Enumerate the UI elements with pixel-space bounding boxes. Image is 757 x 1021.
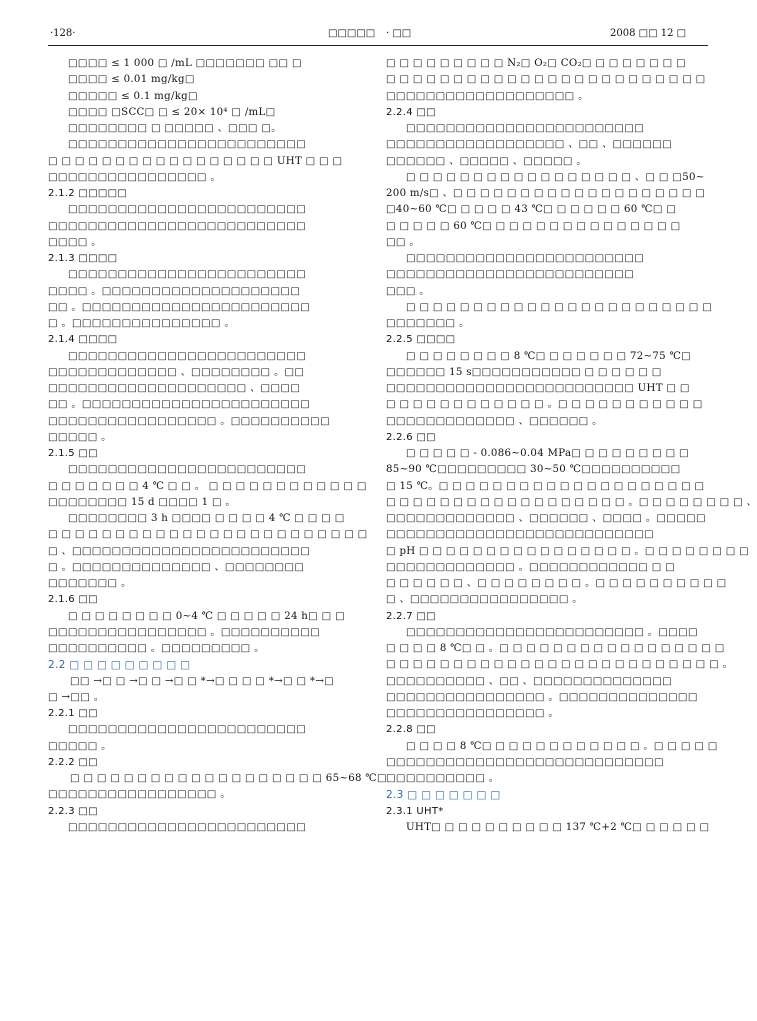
text-line: □□□□□□□ 。	[386, 318, 470, 329]
text-line: □ □ □ □ □ 60 ℃□ □ □ □ □ □ □ □ □ □ □ □ □ □ □	[386, 220, 681, 232]
text-line: □□□□□ ≤ 0.1 mg/kg□	[68, 90, 198, 102]
text-line: 200 m/s□ 、□ □ □ □ □ □ □ □ □ □ □ □ □ □ □ □ □ □ □	[386, 188, 706, 199]
text-line: □□□□□□□□□□□□□□□□□□□□□□□□	[406, 253, 645, 264]
text-line: □□□□□□□□□□□□□□□□□ 。□□□□□□□□□□	[48, 415, 331, 427]
text-line: □□□□□□□□ 3 h □□□□ □ □ □ □ 4 ℃ □ □ □ □	[68, 513, 345, 524]
section-heading: 2.1.4 □□□□	[48, 334, 118, 346]
text-line: □□□□ ≤ 0.01 mg/kg□	[68, 74, 195, 86]
text-line: □□□□□□□□ 15 d □□□□ 1 □ 。	[48, 496, 236, 508]
section-heading: 2.3.1 UHT*	[386, 805, 444, 817]
text-line: □ →□□ 。	[48, 691, 105, 703]
text-line: □ 、□□□□□□□□□□□□□□□□ 。	[386, 594, 583, 606]
text-line: □□□□□□□□□□□□□□□□□□□□□□□□	[68, 204, 307, 216]
text-line: 85~90 ℃□□□□□□□□□ 30~50 ℃□□□□□□□□□□	[386, 464, 681, 476]
section-label: · □□	[386, 28, 412, 39]
text-line: □□□□□□□□□□□□□□□□ 。	[386, 708, 559, 719]
text-line: □□□□ 。	[48, 236, 102, 248]
section-heading: 2.2.1 □□	[48, 708, 98, 719]
text-line: □□□□□□□□□□□□□□□□□□□□□□□□	[68, 821, 307, 833]
page-header	[0, 28, 741, 44]
text-line: □40~60 ℃□ □ □ □ □ 43 ℃□ □ □ □ □ □ 60 ℃□ □	[386, 204, 677, 216]
text-line: □□□□ □SCC□ □ ≤ 20× 10⁴ □ /mL□	[68, 106, 276, 118]
section-heading: 2.2.3 □□	[48, 805, 98, 817]
text-line: □ □ □ □ 8 ℃□ □ 。□ □ □ □ □ □ □ □ □ □ □ □ □ □ □ □ □	[386, 643, 725, 654]
text-line: □□□□□□□□□□□□□□□□□□□□□□□□	[68, 139, 307, 151]
text-line: □□□□□□ 、□□□□□ 、□□□□□ 。	[386, 155, 587, 167]
text-line: □ pH □ □ □ □ □ □ □ □ □ □ □ □ □ □ □ □ 。□ □ □ □ □ □ □ □	[386, 545, 750, 557]
text-line: □□□□□□□□□□□□□ 、□□□□□□ 、□□□□ 。□□□□□	[386, 513, 706, 524]
text-line: □□□□□□□□□□□□□□□□ 。	[48, 171, 221, 183]
text-line: □ □ □ □ □ □ □ □ □ □ □ □ □ □ □ □ □ UHT □ □ □	[48, 155, 343, 167]
text-line: □ □ □ □ □ □ 、□ □ □ □ □ □ □ □ 。□ □ □ □ □ □ □ □ □ □	[386, 578, 727, 589]
text-line: □ 15 ℃。□ □ □ □ □ □ □ □ □ □ □ □ □ □ □ □ □ □ □ □	[386, 480, 705, 492]
text-line: □□ 。□□□□□□□□□□□□□□□□□□□□□□□	[48, 301, 311, 313]
text-line: □□ →□ □ →□ □ →□ □ *→□ □ □ □ *→□ □ *→□	[70, 675, 335, 687]
section-heading: 2.2.8 □□	[386, 724, 436, 736]
text-line: □ □ □ □ □ □ □ □ 8 ℃□ □ □ □ □ □ □ 72~75 ℃□	[406, 350, 692, 362]
text-line: □□□□□□□□□□□□□ 、□□□□□□ 。	[386, 415, 603, 427]
left-column	[48, 56, 387, 836]
text-line: □□□□□□□□□□□□□□□□□□□□□□□□	[68, 724, 307, 736]
section-heading: 2.1.3 □□□□	[48, 253, 118, 264]
text-line: □□ 。	[386, 236, 420, 248]
text-line: □ □ □ □ □ - 0.086~0.04 MPa□ □ □ □ □ □ □ □ □	[406, 448, 689, 459]
section-heading: 2.2.2 □□	[48, 756, 98, 768]
text-line: □□ 。□□□□□□□□□□□□□□□□□□□□□□□	[48, 399, 311, 411]
section-heading: 2.2.7 □□	[386, 610, 436, 622]
section-heading: 2.3 □ □ □ □ □ □ □	[386, 789, 501, 802]
text-line: □□□□□□□□□□□□□□□□□□□□□□□□	[68, 350, 307, 362]
text-line: □□□□□□ 15 s□□□□□□□□□□□ □ □ □ □ □ □	[386, 366, 662, 378]
text-line: □□□□□□□□□□ 、□□ 、□□□□□□□□□□□□□□	[386, 675, 673, 687]
text-line: □□□□□□□□□□□□□□□□□□□□□□□□□	[386, 269, 635, 281]
text-line: □□□□□□□□□□□□□□□□□□□□ 、□□□□	[48, 383, 301, 394]
text-line: □□□□□□□□□□□□□□□□□□□□□□□□□□□□	[386, 756, 664, 768]
text-line: □ □ □ □ □ □ □ □ □ □ □ □ □ □ □ □ □ □ □ □ □ □ □ □	[386, 74, 706, 86]
text-line: □□□□□□□□□□□□□ 。□□□□□□□□□□□□ □ □	[386, 561, 676, 573]
text-line: □□□□□□□□□□□□□□□□□□□□□□□□	[68, 464, 307, 476]
text-line: □□□□□□□□□□ 。□□□□□□□□□ 。	[48, 643, 265, 654]
text-line: □ 。□□□□□□□□□□□□□□ 、□□□□□□□□	[48, 561, 305, 573]
text-line: □□□□□□□□□□ 。	[386, 773, 500, 784]
text-line: □ □ □ □ □ □ □ □ □ N₂□ O₂□ CO₂□ □ □ □ □ □ □ □	[386, 58, 687, 69]
issue-date: 2008 □□ 12 □	[610, 28, 687, 39]
text-line: □ □ □ □ □ □ □ □ □ □ □ □ □ □ □ □ □ □ 。□ □ □ □ □ □ □ □ 、	[386, 496, 757, 508]
text-line: □ □ □ □ □ □ □ 4 ℃ □ □ 。 □ □ □ □ □ □ □ □ □ □ □ □	[48, 480, 367, 492]
journal-name: □□□□□	[328, 28, 376, 39]
text-line: □□□□□□□ 。	[48, 578, 132, 589]
text-line: □□□□□□□□□□□□□□□□□□□□□□□□□ UHT □ □	[386, 383, 690, 394]
text-line: □□□□□ 。	[48, 740, 112, 752]
page-number: ·128·	[50, 28, 76, 39]
header-rule	[48, 45, 708, 46]
text-line: □□□□ ≤ 1 000 □ /mL □□□□□□□ □□ □	[68, 58, 302, 69]
section-heading: 2.2 □ □ □ □ □ □ □ □ □	[48, 659, 191, 672]
text-line: □□□□□□□□□□□□□□□□ 。□□□□□□□□□□□□□□	[386, 691, 698, 703]
text-line: □□□ 。	[386, 285, 430, 297]
text-line: □□□□□□□□□□□□□ 、□□□□□□□□ 。□□	[48, 366, 305, 378]
section-heading: 2.1.2 □□□□□	[48, 188, 128, 199]
text-line: □ □ □ □ 8 ℃□ □ □ □ □ □ □ □ □ □ □ □ 。□ □ □ □ □	[406, 740, 718, 752]
text-line: □□□□□□□□□□□□□□□□□□ 、□□ 、□□□□□□	[386, 139, 673, 151]
text-line: □□□□□□□□□□□□□□□□□□□□□□□□	[68, 269, 307, 281]
text-line: □□□□□□□□□□□□□□□□□□□□□□□□	[406, 123, 645, 134]
text-line: □ □ □ □ □ □ □ □ □ □ □ □ □ □ □ □ □ 、□ □ □50~	[406, 171, 705, 183]
text-line: □ 、□□□□□□□□□□□□□□□□□□□□□□□□	[48, 545, 311, 557]
text-line: □□□□□□□□ □ □□□□□ 、□□□ □。	[68, 123, 282, 134]
text-line: UHT□ □ □ □ □ □ □ □ □ □ 137 ℃+2 ℃□ □ □ □ □ □	[406, 821, 710, 833]
right-column	[386, 56, 757, 836]
text-line: □□□□□□□□□□□□□□□□□□□□□□□□□□	[48, 220, 307, 232]
text-line: □□□□□ 。	[48, 431, 112, 443]
section-heading: 2.2.4 □□	[386, 106, 436, 118]
text-line: □□□□□□□□□□□□□□□□□□□□□□□□□□□	[386, 529, 654, 541]
text-line: □□□□□□□□□□□□□□□□□ 。	[48, 789, 231, 801]
text-line: □ □ □ □ □ □ □ □ □ □ □ □ 。□ □ □ □ □ □ □ □ □ □ □	[386, 399, 703, 411]
text-line: □□□□ 。□□□□□□□□□□□□□□□□□□□□	[48, 285, 301, 297]
text-line: □□□□□□□□□□□□□□□□□□□ 。	[386, 90, 589, 102]
section-heading: 2.1.5 □□	[48, 448, 98, 459]
text-line: □ □ □ □ □ □ □ □ 0~4 ℃ □ □ □ □ □ 24 h□ □ □	[68, 610, 346, 622]
text-line: □ □ □ □ □ □ □ □ □ □ □ □ □ □ □ □ □ □ □ 65~68 ℃□	[70, 773, 387, 784]
section-heading: 2.2.6 □□	[386, 431, 436, 443]
section-heading: 2.2.5 □□□□	[386, 334, 456, 346]
text-line: □□□□□□□□□□□□□□□□ 。□□□□□□□□□□	[48, 626, 321, 638]
text-line: □ □ □ □ □ □ □ □ □ □ □ □ □ □ □ □ □ □ □ □ □ □ □ □	[48, 529, 368, 541]
text-line: □ □ □ □ □ □ □ □ □ □ □ □ □ □ □ □ □ □ □ □ □ □ □ □ □ 。	[386, 659, 734, 671]
text-line: □□□□□□□□□□□□□□□□□□□□□□□□ 。□□□□	[406, 626, 698, 638]
section-heading: 2.1.6 □□	[48, 594, 98, 606]
text-line: □ 。□□□□□□□□□□□□□□□ 。	[48, 318, 235, 329]
text-line: □ □ □ □ □ □ □ □ □ □ □ □ □ □ □ □ □ □ □ □ □ □ □	[406, 301, 713, 313]
